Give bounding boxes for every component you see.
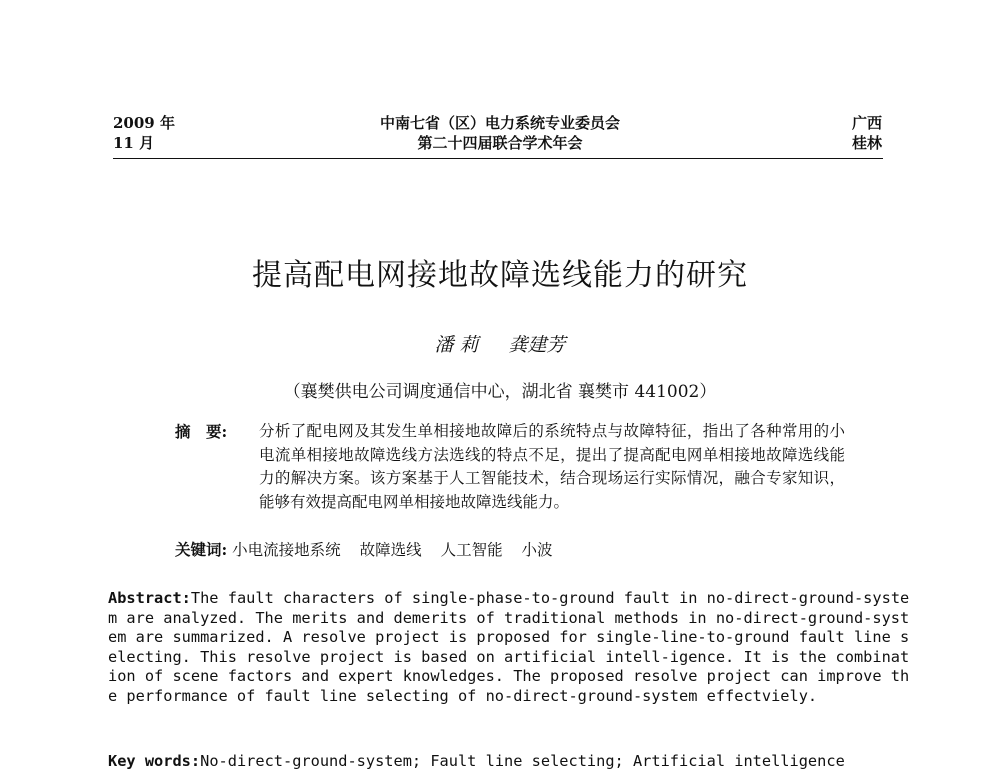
author-list bbox=[0, 330, 1000, 357]
abstract-cn-label: 摘 要: bbox=[175, 422, 228, 441]
affiliation: （襄樊供电公司调度通信中心，湖北省 襄樊市 441002） bbox=[283, 382, 717, 402]
location-city: 桂林 bbox=[851, 134, 882, 152]
author-1: 潘 莉 bbox=[434, 334, 479, 356]
keyword-cn: 人工智能 bbox=[440, 541, 503, 559]
abstract-en-text: The fault characters of single-phase-to-ground fault in no-direct-ground-system are analyzed. The merits and demerits of traditional methods in no-direct-ground-system are summarized. A resolve project is proposed for single-line-to-ground fault line selecting. This resolve project is based on artificial intell-igence. It is the combination of scene factors and expert knowledges. The proposed resolve project can improve the performance of fault line selecting of no-direct-ground-system effectviely. bbox=[108, 589, 910, 705]
keywords-en bbox=[108, 752, 910, 772]
keyword-cn: 小电流接地系统 bbox=[232, 541, 341, 559]
conference-line-1: 中南七省（区）电力系统专业委员会 bbox=[379, 114, 620, 132]
keywords-cn-items bbox=[232, 541, 566, 559]
paper-title: 提高配电网接地故障选线能力的研究 bbox=[252, 258, 748, 293]
keywords-en-label: Key words: bbox=[108, 752, 201, 770]
keywords-cn bbox=[175, 539, 567, 561]
header-rule bbox=[113, 158, 883, 159]
abstract-en bbox=[108, 589, 910, 707]
abstract-cn-text: 分析了配电网及其发生单相接地故障后的系统特点与故障特征，指出了各种常用的小电流单相接地故障选线方法选线的特点不足，提出了提高配电网单相接地故障选线能力的解决方案。该方案基于人工智能技术，结合现场运行实际情况，融合专家知识，能够有效提高配电网单相接地故障选线能力。 bbox=[259, 422, 845, 511]
author-2: 龚建芳 bbox=[508, 334, 566, 356]
conference-name bbox=[0, 113, 1000, 153]
keyword-cn: 小波 bbox=[521, 541, 553, 559]
keywords-cn-label: 关键词: bbox=[175, 540, 228, 559]
location-province: 广西 bbox=[851, 114, 882, 132]
conference-location bbox=[852, 113, 882, 153]
abstract-en-label: Abstract: bbox=[108, 589, 191, 607]
date-month: 11 月 bbox=[113, 134, 155, 152]
keywords-en-text: No-direct-ground-system; Fault line selecting; Artificial intelligence bbox=[200, 752, 845, 770]
abstract-cn bbox=[175, 420, 845, 514]
date-year: 2009 年 bbox=[113, 114, 175, 132]
keyword-cn: 故障选线 bbox=[359, 541, 422, 559]
conference-line-2: 第二十四届联合学术年会 bbox=[417, 134, 583, 152]
